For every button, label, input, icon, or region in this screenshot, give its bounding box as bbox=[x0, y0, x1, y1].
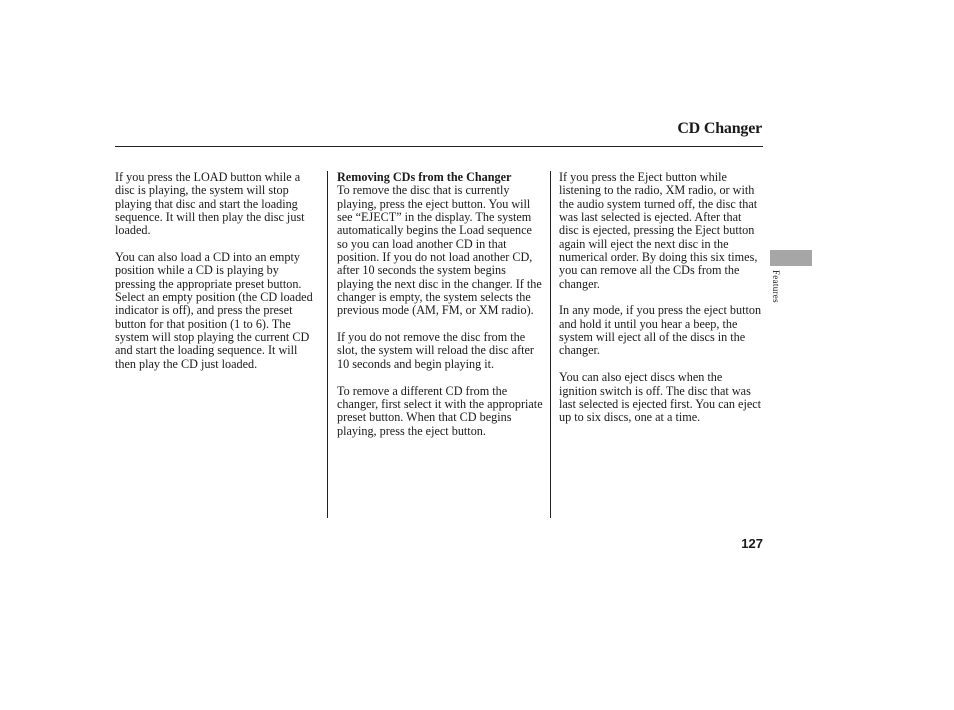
section-heading: Removing CDs from the Changer bbox=[337, 170, 512, 184]
paragraph: To remove the disc that is currently playing, press the eject button. You will see “EJECT” in the display. The system automatically begins the Load sequence so you can load another CD in that position. If you do not load another CD, after 10 seconds the system begins playing the next disc in the changer. If the changer is empty, the system selects the previous mode (AM, FM, or XM radio). bbox=[337, 183, 542, 318]
paragraph: If you press the Eject button while listening to the radio, XM radio, or with the audio system turned off, the disc that was last selected is ejected. After that disc is ejected, pressing the Eject button again will eject the next disc in the numerical order. By doing this six times, you can remove all the CDs from the changer. bbox=[559, 170, 758, 291]
paragraph: You can also eject discs when the ignition switch is off. The disc that was last selected is ejected first. You can eject up to six discs, one at a time. bbox=[559, 370, 762, 425]
side-label: Features bbox=[771, 270, 781, 303]
paragraph: If you press the LOAD button while a disc is playing, the system will stop playing that disc and start the loading sequence. It will then play the disc just loaded. bbox=[115, 170, 305, 238]
paragraph: If you do not remove the disc from the slot, the system will reload the disc after 10 seconds and begin playing it. bbox=[337, 330, 534, 371]
side-label-wrap bbox=[771, 270, 814, 303]
column-divider bbox=[327, 171, 328, 518]
section-tab bbox=[770, 250, 812, 266]
paragraph: In any mode, if you press the eject button and hold it until you hear a beep, the system will eject all of the discs in the changer. bbox=[559, 303, 762, 358]
section bbox=[337, 171, 545, 318]
column-divider bbox=[550, 171, 551, 518]
column-2 bbox=[337, 171, 545, 451]
page-title: CD Changer bbox=[677, 120, 762, 137]
header-rule bbox=[115, 146, 763, 147]
column-3 bbox=[559, 171, 763, 438]
page-number: 127 bbox=[741, 536, 763, 551]
paragraph: You can also load a CD into an empty position while a CD is playing by pressing the appropriate preset button. Select an empty position (the CD loaded indicator is off), and press the preset button for that position (1 to 6). The system will stop playing the current CD and start the loading sequence. It will then play the CD just loaded. bbox=[115, 250, 313, 371]
paragraph: To remove a different CD from the changer, first select it with the appropriate preset button. When that CD begins playing, press the eject button. bbox=[337, 383, 543, 438]
column-1 bbox=[115, 171, 321, 385]
